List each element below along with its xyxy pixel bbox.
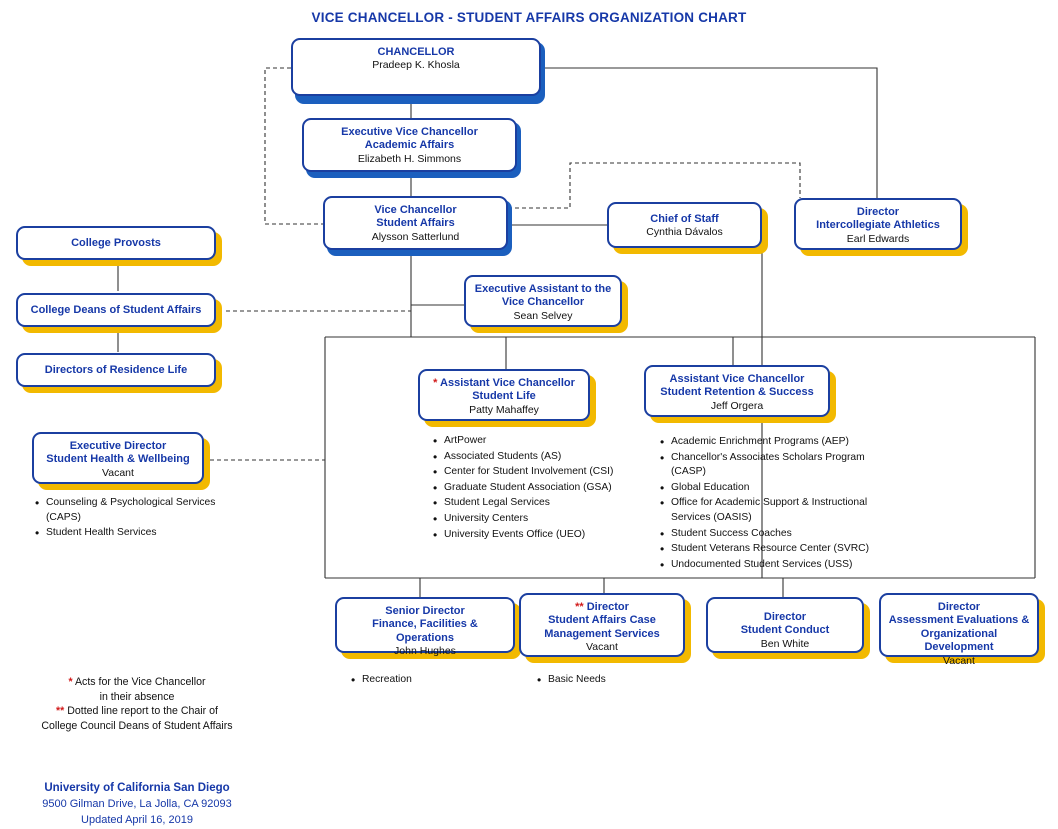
list-item: • Global Education <box>671 481 882 496</box>
student-life-unit-list <box>430 434 645 543</box>
case-management-title-line3: Management Services <box>544 627 660 640</box>
list-item: • Graduate Student Association (GSA) <box>444 481 645 496</box>
node-chancellor[interactable] <box>291 38 541 96</box>
exec-assistant-title-line1: Executive Assistant to the <box>474 283 612 295</box>
avc-student-life-title-text: Assistant Vice Chancellor <box>440 377 575 389</box>
footnote-double-line1: Dotted line report to the Chair of <box>67 705 218 718</box>
case-management-unit-list <box>534 673 694 689</box>
node-avc-student-retention-success[interactable] <box>644 365 830 417</box>
footnote-double-mark: ** <box>56 705 65 718</box>
chancellor-person: Pradeep K. Khosla <box>372 59 460 72</box>
node-student-affairs-case-management[interactable] <box>519 593 685 657</box>
chief-of-staff-title: Chief of Staff <box>650 213 719 225</box>
exec-assistant-title-line2: Vice Chancellor <box>501 296 585 309</box>
case-management-title-line1 <box>527 601 677 614</box>
list-item: • Academic Enrichment Programs (AEP) <box>671 435 882 450</box>
node-college-provosts[interactable] <box>16 226 216 260</box>
chancellor-title: CHANCELLOR <box>377 46 455 58</box>
avc-retention-person: Jeff Orgera <box>710 399 764 412</box>
list-item: • Student Veterans Resource Center (SVRC) <box>671 542 882 557</box>
organization-name: University of California San Diego <box>44 782 230 794</box>
evc-title-line1: Executive Vice Chancellor <box>341 126 478 138</box>
residence-life-title: Directors of Residence Life <box>44 364 188 376</box>
assessment-title-line1: Director <box>937 601 981 613</box>
assessment-title-line2: Assessment Evaluations & <box>888 614 1030 627</box>
vc-title-line2: Student Affairs <box>376 217 455 230</box>
list-item: • University Events Office (UEO) <box>444 528 645 543</box>
student-conduct-person: Ben White <box>760 637 810 650</box>
finance-person: John Hughes <box>394 645 456 658</box>
health-wellbeing-title-line2: Student Health & Wellbeing <box>46 453 190 466</box>
footnotes <box>12 675 262 733</box>
finance-title-line2: Finance, Facilities & Operations <box>372 618 478 644</box>
page-title: VICE CHANCELLOR - STUDENT AFFAIRS ORGANIZATION CHART <box>311 10 747 25</box>
chief-of-staff-person: Cynthia Dávalos <box>646 226 723 239</box>
list-item: • Recreation <box>362 673 508 688</box>
footnote-single-line1: Acts for the Vice Chancellor <box>74 676 206 688</box>
health-wellbeing-unit-list <box>32 496 232 542</box>
finance-unit-list <box>348 673 508 689</box>
student-conduct-title-line1: Director <box>763 611 807 623</box>
node-executive-assistant[interactable] <box>464 275 622 327</box>
list-item: • University Centers <box>444 512 645 527</box>
footnote-single-line2: in their absence <box>99 690 175 703</box>
health-wellbeing-title-line1: Executive Director <box>69 440 167 452</box>
vc-title-line1: Vice Chancellor <box>374 204 457 216</box>
list-item: • ArtPower <box>444 434 645 449</box>
node-residence-life[interactable] <box>16 353 216 387</box>
student-conduct-title-line2: Student Conduct <box>740 624 830 637</box>
avc-student-life-person: Patty Mahaffey <box>469 403 539 416</box>
asterisk-marker: * <box>433 377 438 389</box>
node-student-health-wellbeing[interactable] <box>32 432 204 484</box>
node-avc-student-life[interactable] <box>418 369 590 421</box>
health-wellbeing-person: Vacant <box>102 466 134 479</box>
case-management-title-text: Director <box>586 601 629 613</box>
assessment-title-line3: Organizational Development <box>920 627 998 654</box>
node-executive-vice-chancellor[interactable] <box>302 118 517 172</box>
evc-person: Elizabeth H. Simmons <box>357 152 462 165</box>
college-deans-title: College Deans of Student Affairs <box>30 304 202 316</box>
node-student-conduct[interactable] <box>706 597 864 653</box>
list-item: • Basic Needs <box>548 673 694 688</box>
list-item: • Undocumented Student Services (USS) <box>671 558 882 573</box>
assessment-person: Vacant <box>943 654 975 667</box>
organization-street: 9500 Gilman Drive, La Jolla, CA 92093 <box>42 797 232 810</box>
avc-student-life-title-line1 <box>426 377 582 390</box>
list-item: • Associated Students (AS) <box>444 450 645 465</box>
list-item: • Student Legal Services <box>444 496 645 511</box>
list-item: • Chancellor's Associates Scholars Program (CASP) <box>671 451 882 480</box>
list-item: • Center for Student Involvement (CSI) <box>444 465 645 480</box>
node-intercollegiate-athletics[interactable] <box>794 198 962 250</box>
avc-retention-title-line1: Assistant Vice Chancellor <box>669 373 805 385</box>
list-item: • Office for Academic Support & Instructional Services (OASIS) <box>671 496 882 525</box>
exec-assistant-person: Sean Selvey <box>513 309 573 322</box>
athletics-person: Earl Edwards <box>846 232 910 245</box>
case-management-title-line2: Student Affairs Case <box>548 614 656 627</box>
evc-title-line2: Academic Affairs <box>364 139 455 152</box>
college-provosts-title: College Provosts <box>71 237 161 249</box>
finance-title-line1: Senior Director <box>385 605 465 617</box>
double-asterisk-marker: ** <box>575 601 584 613</box>
footnote-double-line2: College Council Deans of Student Affairs <box>41 719 233 732</box>
retention-unit-list <box>657 435 882 573</box>
footnote-single <box>12 675 262 690</box>
node-vice-chancellor-student-affairs[interactable] <box>323 196 508 250</box>
vc-person: Alysson Satterlund <box>371 230 460 243</box>
list-item: • Counseling & Psychological Services (CAPS) <box>46 496 232 525</box>
footnote-double <box>12 704 262 719</box>
case-management-person: Vacant <box>586 641 618 654</box>
athletics-title-line1: Director <box>856 206 900 218</box>
updated-date: Updated April 16, 2019 <box>81 813 193 826</box>
list-item: • Student Success Coaches <box>671 527 882 542</box>
node-assessment-evaluations[interactable] <box>879 593 1039 667</box>
node-finance-facilities-operations[interactable] <box>335 597 515 658</box>
athletics-title-line2: Intercollegiate Athletics <box>816 219 940 232</box>
footnote-single-mark: * <box>68 676 73 688</box>
node-chief-of-staff[interactable] <box>607 202 762 248</box>
avc-student-life-title-line2: Student Life <box>472 390 536 403</box>
list-item: • Student Health Services <box>46 526 232 541</box>
address-block <box>12 780 262 829</box>
node-college-deans[interactable] <box>16 293 216 327</box>
avc-retention-title-line2: Student Retention & Success <box>660 386 814 399</box>
